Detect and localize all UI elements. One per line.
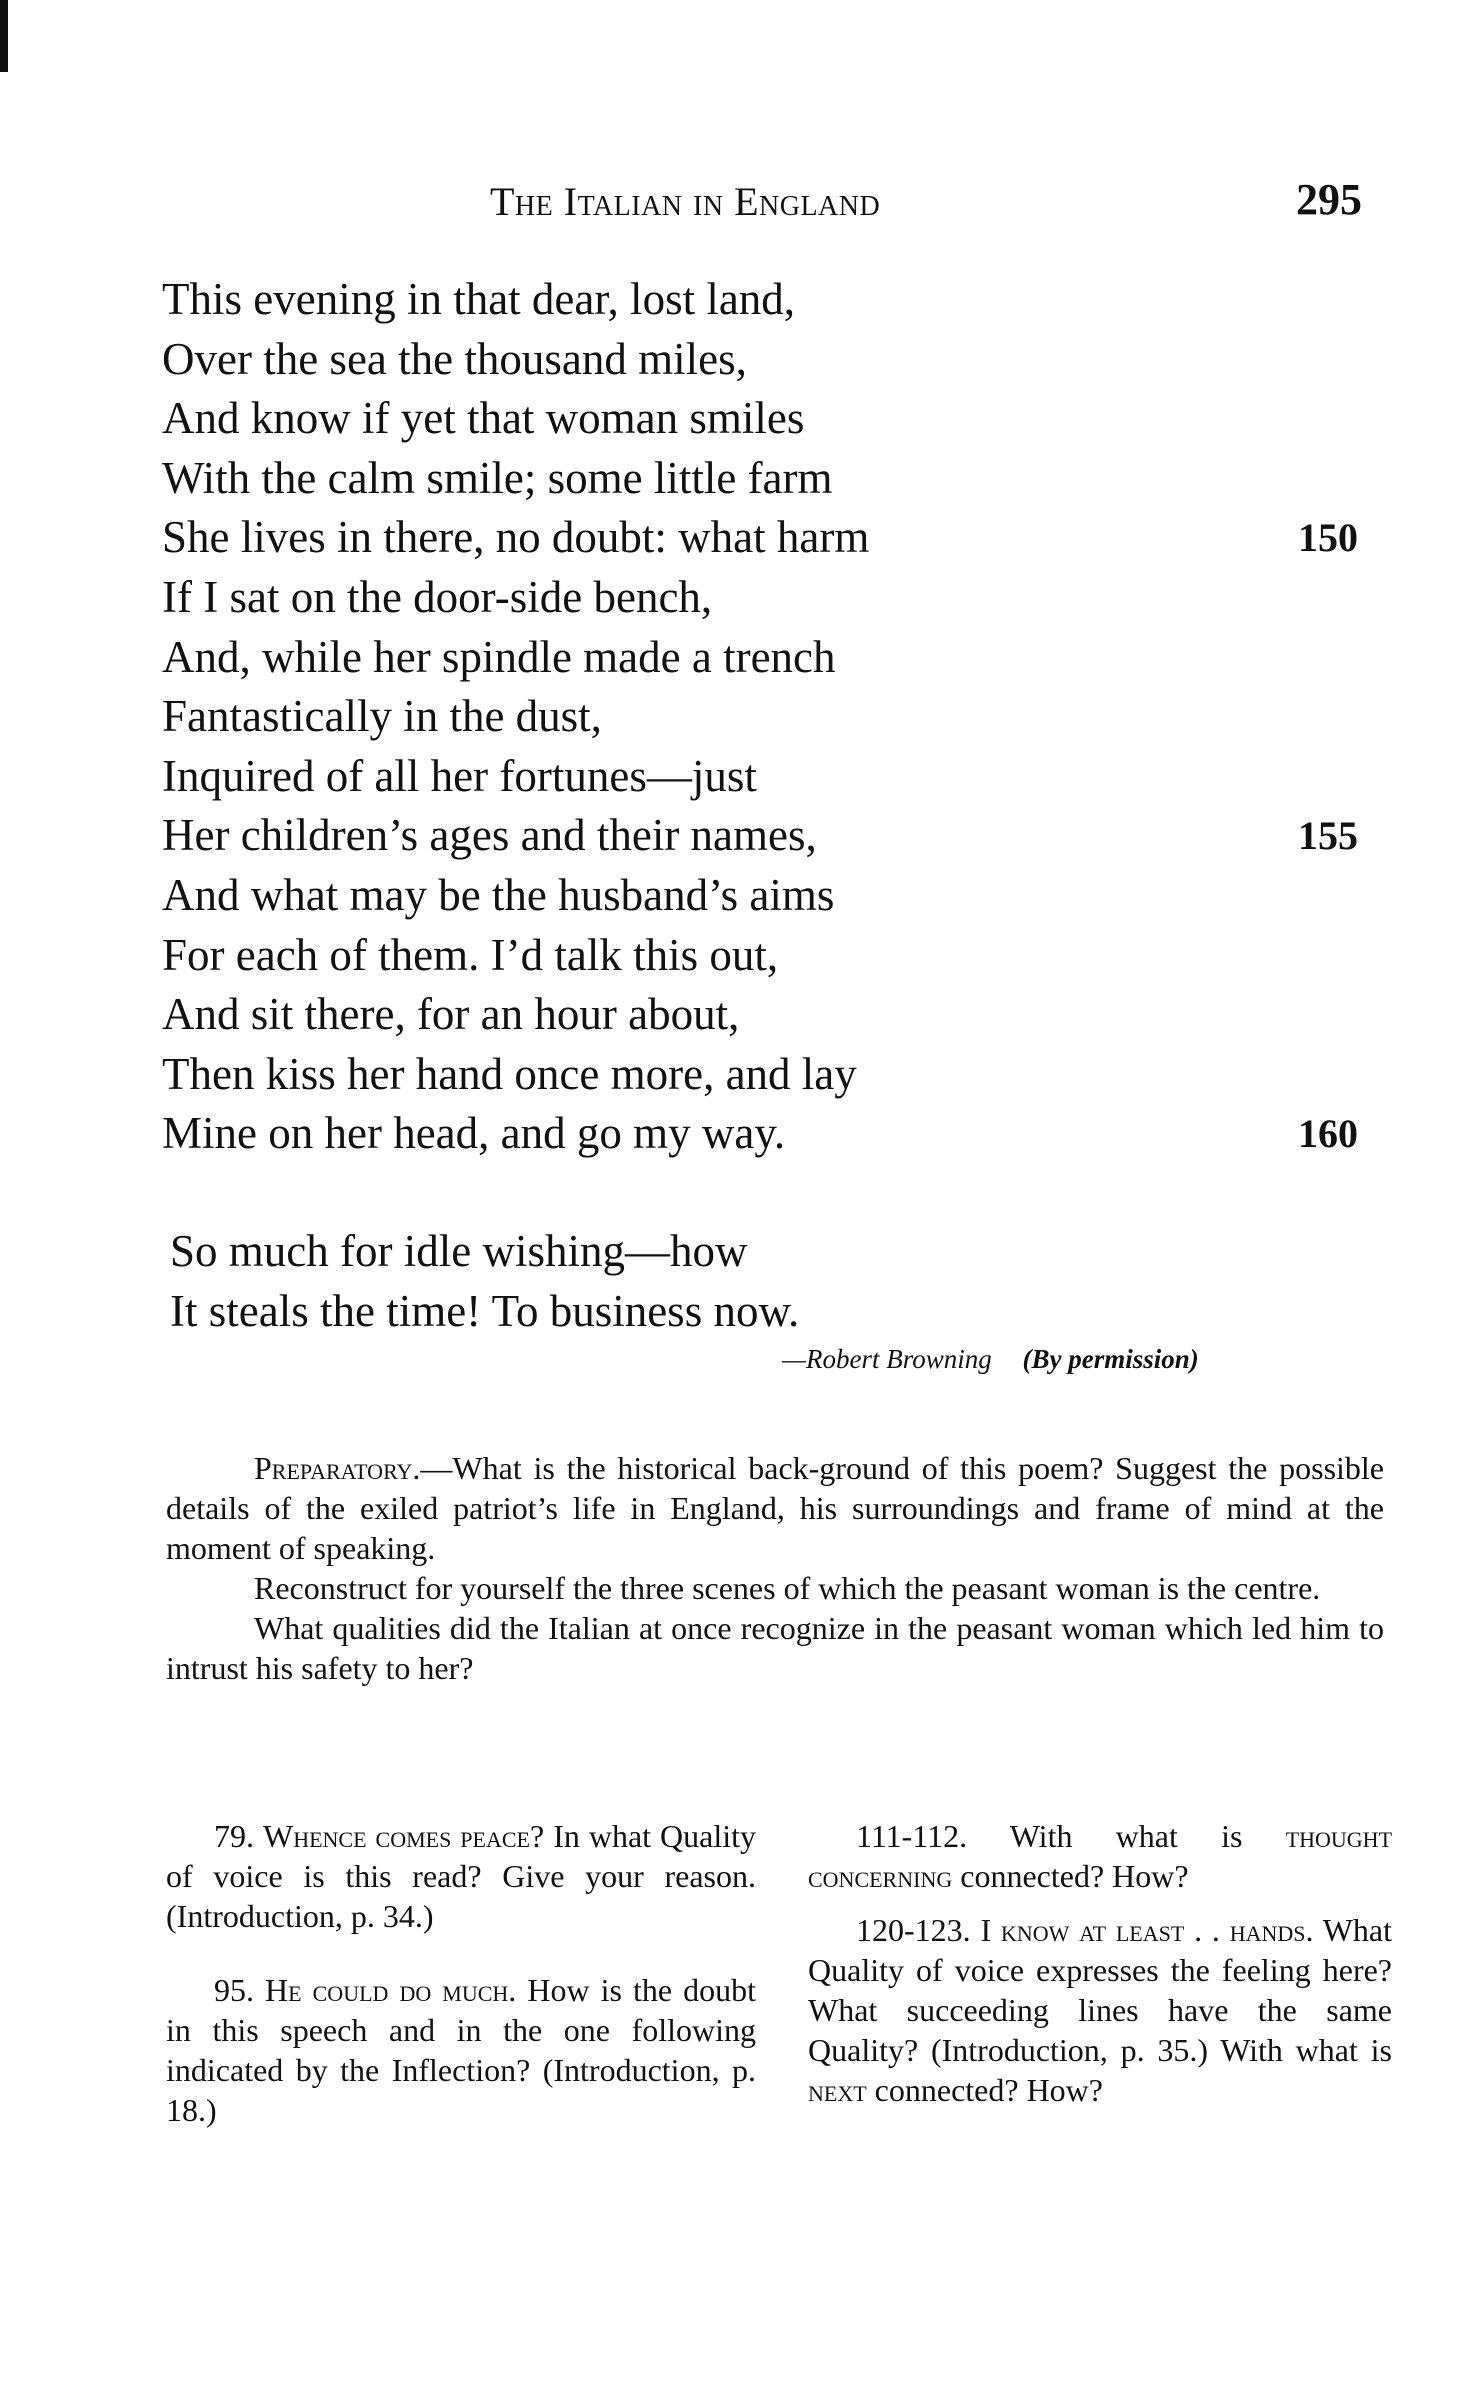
poem-line <box>162 926 1382 986</box>
poem-line-text: With the calm smile; some little farm <box>162 452 833 503</box>
poem-line <box>162 985 1382 1045</box>
poem-line <box>162 1104 1382 1164</box>
note-title: thought concerning <box>808 1818 1393 1894</box>
poem-line-text: She lives in there, no doubt: what harm <box>162 512 870 563</box>
scan-edge-mark <box>0 0 8 72</box>
poem-line <box>162 449 1382 509</box>
note-text: connected? How? <box>874 2072 1103 2108</box>
attribution-permission: (By permission) <box>1022 1344 1199 1374</box>
poem-line-text: And know if yet that woman smiles <box>162 393 805 444</box>
poem-line-text: And, while her spindle made a trench <box>162 631 836 682</box>
poem-line <box>162 568 1382 628</box>
note-item <box>808 1910 1392 2110</box>
poem-line-text: This evening in that dear, lost land, <box>162 274 796 324</box>
poem-line-text: If I sat on the door-side bench, <box>162 571 713 622</box>
preparatory-paragraph: Reconstruct for yourself the three scenes of which the peasant woman is the centre. <box>254 1570 1321 1606</box>
attribution-author: —Robert Browning <box>782 1344 992 1374</box>
poem-line-text: Mine on her head, and go my way. <box>162 1108 786 1159</box>
poem-closing-stanza <box>170 1222 1370 1341</box>
poem-line-text: For each of them. I’d talk this out, <box>162 929 779 980</box>
poem-line-text: Fantastically in the dust, <box>162 691 602 742</box>
page-number: 295 <box>1296 175 1362 224</box>
poem-line <box>162 508 1382 568</box>
poem-line <box>162 687 1382 747</box>
poem-line-text: Over the sea the thousand miles, <box>162 333 747 384</box>
notes-column-right <box>808 1816 1392 2124</box>
poem-line-text: And what may be the husband’s aims <box>162 869 835 920</box>
page-header <box>0 175 1482 238</box>
line-number: 160 <box>1298 1111 1358 1157</box>
attribution <box>782 1344 1199 1375</box>
note-item <box>166 1816 756 1936</box>
note-title: He could do much. <box>265 1972 517 2008</box>
poem-line <box>162 389 1382 449</box>
note-text: How is the doubt in this speech and in the one following indicated by the Inflection? (Introduction, p. 18.) <box>166 1972 757 2128</box>
note-title: next <box>808 2072 867 2108</box>
note-title: Whence comes peace? <box>263 1818 545 1854</box>
note-text: What Quality of voice expresses the feeling here? What succeeding lines have the same Quality? (Introduction, p. 35.) With what is <box>808 1912 1393 2068</box>
note-item <box>808 1816 1392 1896</box>
poem-line-text: Her children’s ages and their names, <box>162 810 817 861</box>
preparatory-paragraph: What qualities did the Italian at once recognize in the peasant woman which led him to intrust his safety to her? <box>166 1610 1384 1686</box>
poem-line-text: And sit there, for an hour about, <box>162 989 740 1040</box>
poem-line <box>162 1045 1382 1105</box>
note-number: 79. <box>214 1818 254 1854</box>
note-number: 95. <box>214 1972 254 2008</box>
poem-line: So much for idle wishing—how <box>170 1226 748 1276</box>
line-number: 155 <box>1298 813 1358 859</box>
poem-line <box>162 628 1382 688</box>
poem-line <box>162 866 1382 926</box>
note-item <box>166 1970 756 2130</box>
note-text: connected? How? <box>960 1858 1189 1894</box>
note-number: 120-123. <box>856 1912 971 1948</box>
notes-column-left <box>166 1816 756 2164</box>
poem-line-text: Then kiss her hand once more, and lay <box>162 1048 857 1099</box>
note-number: 111-112. <box>856 1818 968 1854</box>
preparatory-section <box>166 1448 1384 1688</box>
preparatory-paragraph <box>166 1448 1384 1568</box>
note-text: With what is <box>1009 1818 1243 1854</box>
preparatory-label: Preparatory. <box>254 1450 421 1486</box>
poem-line: It steals the time! To business now. <box>170 1285 800 1336</box>
line-number: 150 <box>1298 515 1358 561</box>
poem-line-text: Inquired of all her fortunes—just <box>162 750 757 801</box>
running-title: The Italian in England <box>490 179 881 224</box>
poem-line <box>162 806 1382 866</box>
poem-line <box>162 330 1382 390</box>
note-text: In what Quality of voice is this read? Give your reason. (Introduction, p. 34.) <box>166 1818 757 1934</box>
preparatory-text: —What is the historical back-ground of this poem? Suggest the possible details of the exiled patriot’s life in England, his surroundings and frame of mind at the moment of speaking. <box>166 1450 1384 1566</box>
poem-line <box>162 747 1382 807</box>
note-title: I know at least . . hands. <box>980 1912 1314 1948</box>
poem-line <box>162 270 1382 330</box>
poem-stanza <box>162 270 1382 1164</box>
